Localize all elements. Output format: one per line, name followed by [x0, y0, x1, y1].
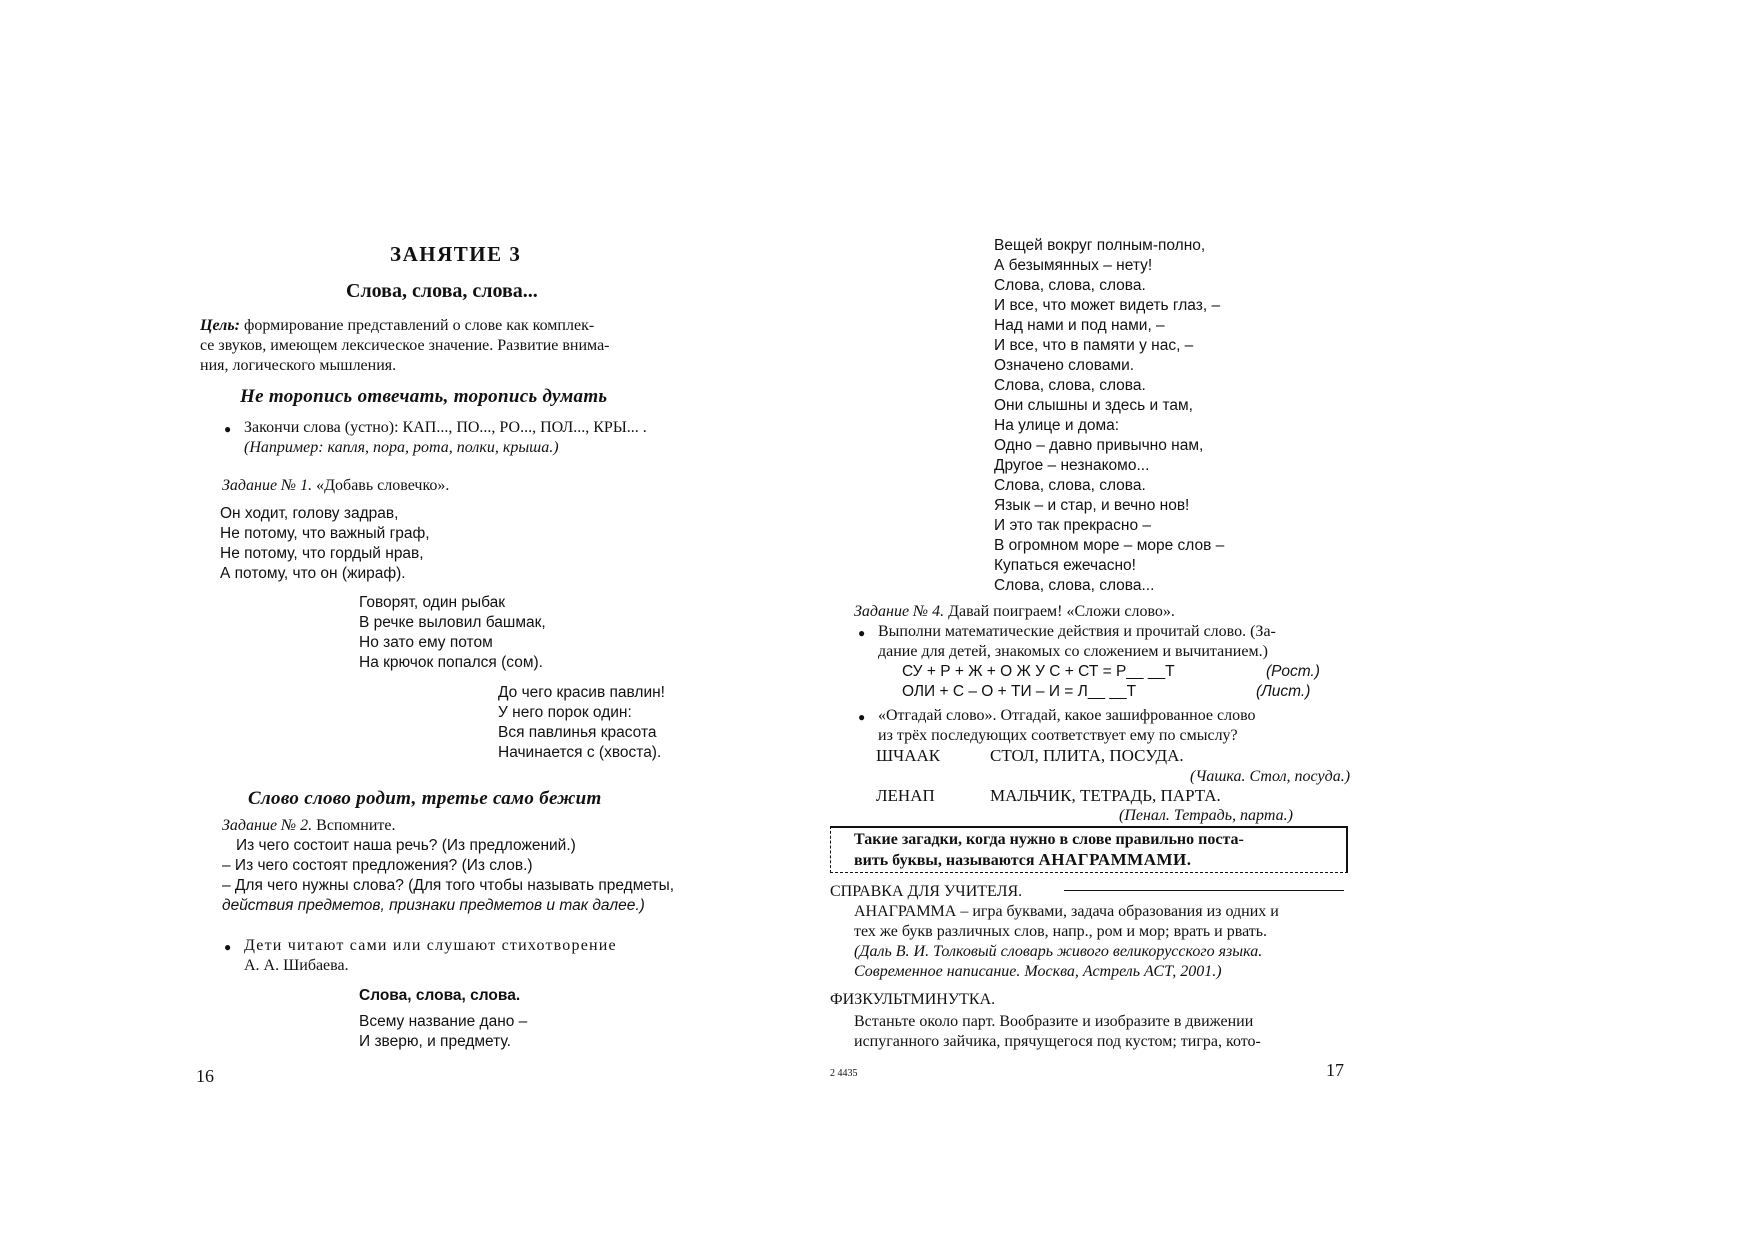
poem-line: Слова, слова, слова.: [994, 377, 1146, 394]
poem-3-line: У него порок один:: [498, 704, 632, 721]
anagram-2-options: МАЛЬЧИК, ТЕТРАДЬ, ПАРТА.: [990, 786, 1221, 805]
reading-line-1: ● Дети читают сами или слушают стихотворение: [244, 936, 617, 956]
poem-start-line: И зверю, и предмету.: [359, 1033, 511, 1050]
poem-1-line: Он ходит, голову задрав,: [220, 505, 399, 522]
formula-2-answer: (Лист.): [1256, 683, 1311, 700]
formula-1-answer: (Рост.): [1266, 663, 1320, 680]
section-heading-2: Слово слово родит, третье само бежит: [248, 788, 602, 809]
task1-label: Задание № 1.: [222, 477, 313, 494]
poem-line: Над нами и под нами, –: [994, 317, 1165, 334]
poem-continuation: [994, 236, 1224, 596]
task4-title: Давай поиграем! «Сложи слово».: [948, 603, 1175, 620]
reference-source-1: (Даль В. И. Толковый словарь живого великорусского языка.: [854, 943, 1263, 960]
poem-line: Вещей вокруг полным-полно,: [994, 237, 1206, 254]
poem-1-line: Не потому, что гордый нрав,: [220, 545, 424, 562]
poem-line: В огромном море – море слов –: [994, 537, 1225, 554]
poem-line: Они слышны и здесь и там,: [994, 397, 1193, 414]
poem-title: Слова, слова, слова.: [359, 987, 521, 1004]
exercise-line-1: Встаньте около парт. Вообразите и изобразите в движении: [854, 1013, 1254, 1030]
task2-line: – Для чего нужны слова? (Для того чтобы называть предметы,: [222, 877, 675, 894]
anagram-1-options: СТОЛ, ПЛИТА, ПОСУДА.: [990, 746, 1184, 765]
task2-label: Задание № 2.: [222, 817, 313, 834]
goal-line-2: се звуков, имеющем лексическое значение. Развитие внима-: [200, 337, 610, 354]
poem-3-line: До чего красив павлин!: [498, 684, 665, 701]
page-number-right: 17: [1326, 1060, 1344, 1080]
reference-line-1: АНАГРАММА – игра буквами, задача образования из одних и: [854, 903, 1279, 920]
goal-line-3: ния, логического мышления.: [200, 357, 397, 374]
task2-line: действия предметов, признаки предметов и так далее.): [222, 897, 645, 914]
poem-line: Купаться ежечасно!: [994, 557, 1136, 574]
anagram-2-word: ЛЕНАП: [876, 786, 935, 805]
poem-line: А безымянных – нету!: [994, 257, 1153, 274]
poem-line: На улице и дома:: [994, 417, 1120, 434]
poem-line: Одно – давно привычно нам,: [994, 437, 1204, 454]
anagram-1-answer: (Чашка. Стол, посуда.): [1190, 768, 1351, 785]
page-number-left: 16: [196, 1066, 214, 1086]
box-line-1: Такие загадки, когда нужно в слове правильно поста-: [854, 831, 1244, 848]
poem-line: Другое – незнакомо...: [994, 457, 1150, 474]
reference-line-2: тех же букв различных слов, напр., ром и мор; врать и рвать.: [854, 923, 1268, 940]
math-line-1: ● Выполни математические действия и прочитай слово. (За-: [878, 622, 1276, 642]
reference-source-2: Современное написание. Москва, Астрель АСТ, 2001.): [854, 963, 1222, 980]
guess-line-1: ● «Отгадай слово». Отгадай, какое зашифрованное слово: [878, 706, 1256, 726]
poem-1: [220, 504, 430, 584]
anagram-2-answer: (Пенал. Тетрадь, парта.): [1119, 807, 1293, 824]
reference-rule: [1064, 890, 1344, 891]
guess-line-2: из трёх последующих соответствует ему по смыслу?: [878, 727, 1238, 744]
poem-3-line: Начинается с (хвоста).: [498, 744, 662, 761]
exercise-line-2: испуганного зайчика, прячущегося под кустом; тигра, кото-: [854, 1033, 1261, 1050]
reading-line-2: А. А. Шибаева.: [244, 957, 349, 974]
box-line-2: [854, 850, 1192, 871]
task0-line: ● Закончи слова (устно): КАП..., ПО..., РО..., ПОЛ..., КРЫ... .: [244, 418, 647, 438]
exercise-heading: ФИЗКУЛЬТМИНУТКА.: [830, 991, 996, 1008]
poem-line: Слова, слова, слова.: [994, 277, 1146, 294]
task2-line: Из чего состоит наша речь? (Из предложений.): [236, 837, 576, 854]
task2-line: – Из чего состоят предложения? (Из слов.): [222, 857, 533, 874]
task1-title: «Добавь словечко».: [316, 477, 450, 494]
box-term: АНАГРАММАМИ.: [1038, 850, 1192, 869]
poem-2: [359, 593, 546, 673]
section-heading-1: Не торопись отвечать, торопись думать: [240, 386, 608, 407]
goal-label: Цель:: [200, 317, 240, 334]
formula-1: СУ + Р + Ж + О Ж У С + СТ = Р__ __Т: [902, 663, 1175, 680]
poem-line: И все, что может видеть глаз, –: [994, 297, 1221, 314]
poem-2-line: В речке выловил башмак,: [359, 614, 546, 631]
poem-2-line: На крючок попался (сом).: [359, 654, 543, 671]
poem-start: [359, 1012, 527, 1052]
poem-line: И все, что в памяти у нас, –: [994, 337, 1194, 354]
goal-text-1: формирование представлений о слове как комплек-: [244, 317, 595, 334]
task4-header: [854, 602, 1175, 622]
poem-line: Слова, слова, слова...: [994, 577, 1155, 594]
poem-2-line: Но зато ему потом: [359, 634, 493, 651]
poem-3: [498, 683, 665, 763]
poem-1-line: Не потому, что важный граф,: [220, 525, 430, 542]
poem-line: Означено словами.: [994, 357, 1135, 374]
poem-2-line: Говорят, один рыбак: [359, 594, 506, 611]
math-line-2: дание для детей, знакомых со сложением и вычитанием.): [878, 643, 1268, 660]
task2-header: [222, 816, 396, 836]
reference-heading: СПРАВКА ДЛЯ УЧИТЕЛЯ.: [830, 883, 1023, 900]
poem-line: И это так прекрасно –: [994, 517, 1152, 534]
lesson-title: ЗАНЯТИЕ 3: [390, 242, 522, 266]
task2-title: Вспомните.: [316, 817, 396, 834]
poem-start-line: Всему название дано –: [359, 1013, 528, 1030]
task1-header: [222, 476, 449, 496]
task4-label: Задание № 4.: [854, 603, 945, 620]
poem-line: Язык – и стар, и вечно нов!: [994, 497, 1190, 514]
poem-3-line: Вся павлинья красота: [498, 724, 657, 741]
poem-line: Слова, слова, слова.: [994, 477, 1146, 494]
printer-signature: 2 4435: [830, 1068, 858, 1079]
formula-2: ОЛИ + С – О + ТИ – И = Л__ __Т: [902, 683, 1137, 700]
poem-1-line: А потому, что он (жираф).: [220, 565, 406, 582]
lesson-subtitle: Слова, слова, слова...: [346, 280, 538, 302]
anagram-1-word: ШЧААК: [876, 746, 941, 765]
box-line-2-text: вить буквы, называются: [854, 852, 1035, 869]
goal-line-1: [200, 316, 594, 336]
task0-example: (Например: капля, пора, рота, полки, крыша.): [244, 439, 559, 456]
